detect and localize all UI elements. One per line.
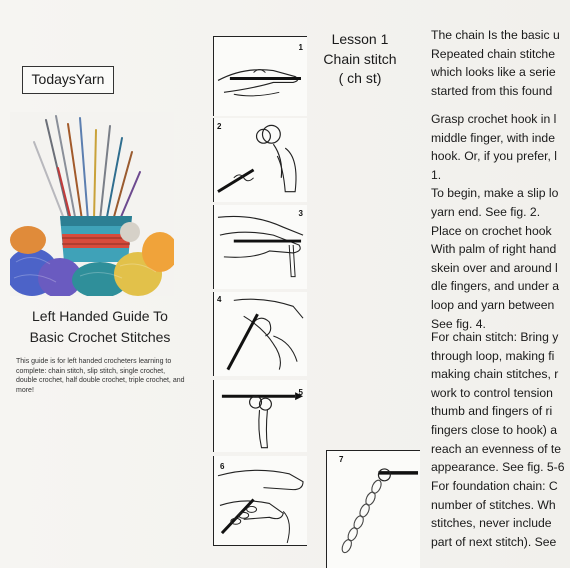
- text-line: appearance. See fig. 5-6: [431, 460, 565, 475]
- text-line: For chain stitch: Bring y: [431, 330, 559, 344]
- brand-logo: [22, 66, 114, 94]
- figure-7-number: 7: [339, 455, 344, 464]
- figure-5: [213, 380, 307, 452]
- figure-4-number: 4: [217, 295, 222, 304]
- figure-3: [213, 205, 307, 289]
- figure-4-drawing: [214, 292, 307, 376]
- paragraph-intro: [431, 26, 560, 100]
- text-line: To begin, make a slip lo: [431, 186, 559, 201]
- figure-6-drawing: [214, 456, 307, 545]
- text-line: 1.: [431, 167, 442, 182]
- guide-title: [8, 306, 192, 348]
- text-line: stitches, never include: [431, 516, 552, 531]
- text-line: number of stitches. Wh: [431, 497, 556, 512]
- figure-6-number: 6: [220, 462, 225, 471]
- text-line: See fig. 4.: [431, 316, 486, 331]
- lesson-header: [314, 30, 406, 89]
- paragraph-grasp-hook: [431, 110, 559, 333]
- text-line: hook. Or, if you prefer, l: [431, 149, 557, 164]
- figure-1: [213, 36, 307, 116]
- figure-1-number: 1: [298, 43, 303, 52]
- text-line: making chain stitches, r: [431, 367, 559, 382]
- text-line: loop and yarn between: [431, 297, 555, 312]
- paragraph-chain-stitch: [431, 328, 564, 477]
- guide-title-line1: Left Handed Guide To: [32, 308, 168, 324]
- figure-7-drawing: [327, 451, 420, 568]
- text-line: part of next stitch). See: [431, 534, 557, 549]
- figure-1-drawing: [214, 37, 307, 116]
- text-line: through loop, making fi: [431, 348, 555, 363]
- brand-logo-text: TodaysYarn: [31, 71, 105, 87]
- lesson-label: Lesson 1: [331, 31, 389, 47]
- text-line: started from this found: [431, 83, 553, 98]
- figure-5-number: 5: [298, 388, 303, 397]
- figure-4: [213, 292, 307, 376]
- text-line: thumb and fingers of ri: [431, 404, 553, 419]
- text-line: Grasp crochet hook in l: [431, 112, 557, 126]
- text-line: For foundation chain: C: [431, 479, 558, 493]
- figure-2: [213, 118, 307, 202]
- figure-6: [213, 456, 307, 546]
- lesson-abbreviation: ( ch st): [338, 70, 382, 86]
- paragraph-foundation-chain: [431, 477, 558, 551]
- text-line: dle fingers, and under a: [431, 279, 560, 294]
- figure-5-drawing: [214, 380, 307, 452]
- text-line: Repeated chain stitche: [431, 46, 555, 61]
- text-line: which looks like a serie: [431, 65, 556, 80]
- text-line: middle finger, with inde: [431, 130, 555, 145]
- text-line: reach an evenness of te: [431, 441, 562, 456]
- figure-3-drawing: [214, 205, 307, 289]
- guide-description: This guide is for left handed crocheters learning to complete: chain stitch, slip stitch, single crochet, double crochet, half double crochet, triple crochet, and more!: [16, 358, 185, 394]
- text-line: yarn end. See fig. 2.: [431, 204, 541, 219]
- lesson-name: Chain stitch: [323, 50, 397, 67]
- figure-7: [326, 450, 420, 568]
- instructions-column: [431, 26, 570, 566]
- figure-2-drawing: [214, 118, 307, 202]
- text-line: work to control tension: [431, 385, 553, 400]
- yarn-basket-photo: [10, 112, 174, 296]
- text-line: Place on crochet hook: [431, 223, 552, 238]
- guide-title-line2: Basic Crochet Stitches: [29, 329, 171, 345]
- figure-3-number: 3: [298, 209, 303, 218]
- figure-2-number: 2: [217, 122, 222, 131]
- text-line: The chain Is the basic u: [431, 28, 560, 42]
- text-line: skein over and around l: [431, 260, 558, 275]
- text-line: fingers close to hook) a: [431, 422, 558, 437]
- text-line: With palm of right hand: [431, 242, 557, 257]
